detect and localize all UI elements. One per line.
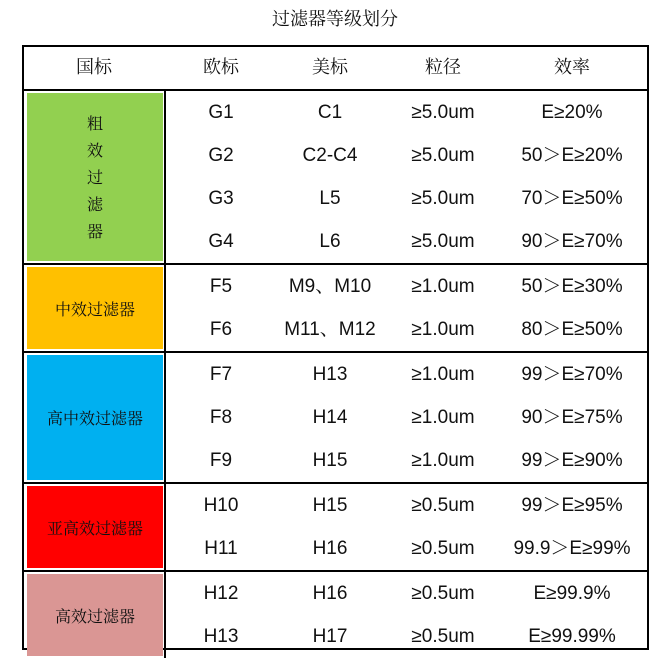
cell-us-grade: H16 [312,583,348,604]
table-row [24,265,647,308]
cell-eu-grade: G3 [208,188,234,209]
cell-efficiency: E≥20% [541,102,603,123]
cell-us-grade: L6 [319,231,341,252]
cell-eu-grade: F9 [209,450,233,471]
cell-eu-grade: G1 [208,102,234,123]
table-row [24,484,647,527]
header-efficiency: 效率 [554,57,590,78]
cell-us-grade: M9、M10 [288,276,372,297]
cell-particle-size: ≥1.0um [411,276,475,297]
table-row [24,134,647,177]
grade-label: 中效过滤器 [54,299,135,319]
cell-eu-grade: G4 [208,231,234,252]
page-title: 过滤器等级划分 [272,9,398,30]
cell-particle-size: ≥5.0um [411,145,475,166]
table-row [24,91,647,134]
cell-efficiency: 99.9＞E≥99% [513,538,631,559]
cell-efficiency: 99＞E≥95% [521,495,623,516]
cell-us-grade: H16 [312,538,348,559]
cell-particle-size: ≥1.0um [411,450,475,471]
cell-us-grade: H17 [312,626,348,647]
cell-particle-size: ≥5.0um [411,102,475,123]
grade-label: 亚高效过滤器 [46,518,143,538]
header-us-standard: 美标 [312,57,348,78]
cell-eu-grade: F6 [209,319,233,340]
cell-eu-grade: G2 [208,145,234,166]
table-row [24,308,647,351]
table-row [24,353,647,396]
cell-particle-size: ≥5.0um [411,231,475,252]
cell-eu-grade: F7 [209,364,233,385]
cell-particle-size: ≥1.0um [411,364,475,385]
header-cn-standard: 国标 [76,57,112,78]
header-eu-standard: 欧标 [203,57,239,78]
grade-label: 高效过滤器 [54,606,135,626]
table-row [24,527,647,570]
cell-efficiency: 50＞E≥30% [521,276,623,297]
cell-us-grade: C1 [317,102,343,123]
cell-efficiency: 99＞E≥90% [521,450,623,471]
cell-us-grade: C2-C4 [302,145,358,166]
cell-us-grade: H13 [312,364,348,385]
cell-efficiency: 50＞E≥20% [521,145,623,166]
cell-eu-grade: H12 [203,583,239,604]
cell-eu-grade: H13 [203,626,239,647]
grade-label: 粗效过滤器 [86,113,103,241]
cell-eu-grade: H11 [204,538,238,559]
cell-particle-size: ≥5.0um [411,188,475,209]
cell-particle-size: ≥0.5um [411,626,475,647]
cell-us-grade: M11、M12 [284,319,376,340]
filter-grade-table [22,45,649,650]
cell-efficiency: 90＞E≥70% [521,231,623,252]
header-particle-size: 粒径 [425,57,461,78]
cell-eu-grade: H10 [203,495,239,516]
grade-label: 高中效过滤器 [46,409,143,428]
cell-particle-size: ≥0.5um [411,495,475,516]
cell-particle-size: ≥0.5um [411,583,475,604]
table-row [24,439,647,482]
cell-us-grade: H14 [312,407,348,428]
table-row [24,615,647,658]
table-row [24,177,647,220]
table-row [24,572,647,615]
cell-efficiency: 99＞E≥70% [521,364,623,385]
cell-eu-grade: F8 [209,407,233,428]
cell-efficiency: E≥99.9% [533,583,611,604]
cell-us-grade: L5 [319,188,341,209]
cell-particle-size: ≥1.0um [411,319,475,340]
cell-eu-grade: F5 [209,276,233,297]
table-row [24,220,647,263]
cell-efficiency: 80＞E≥50% [521,319,623,340]
cell-efficiency: E≥99.99% [528,626,616,647]
cell-efficiency: 90＞E≥75% [521,407,623,428]
table-row [24,396,647,439]
cell-us-grade: H15 [312,450,348,471]
cell-particle-size: ≥0.5um [411,538,475,559]
cell-particle-size: ≥1.0um [411,407,475,428]
cell-efficiency: 70＞E≥50% [521,188,623,209]
cell-us-grade: H15 [312,495,348,516]
